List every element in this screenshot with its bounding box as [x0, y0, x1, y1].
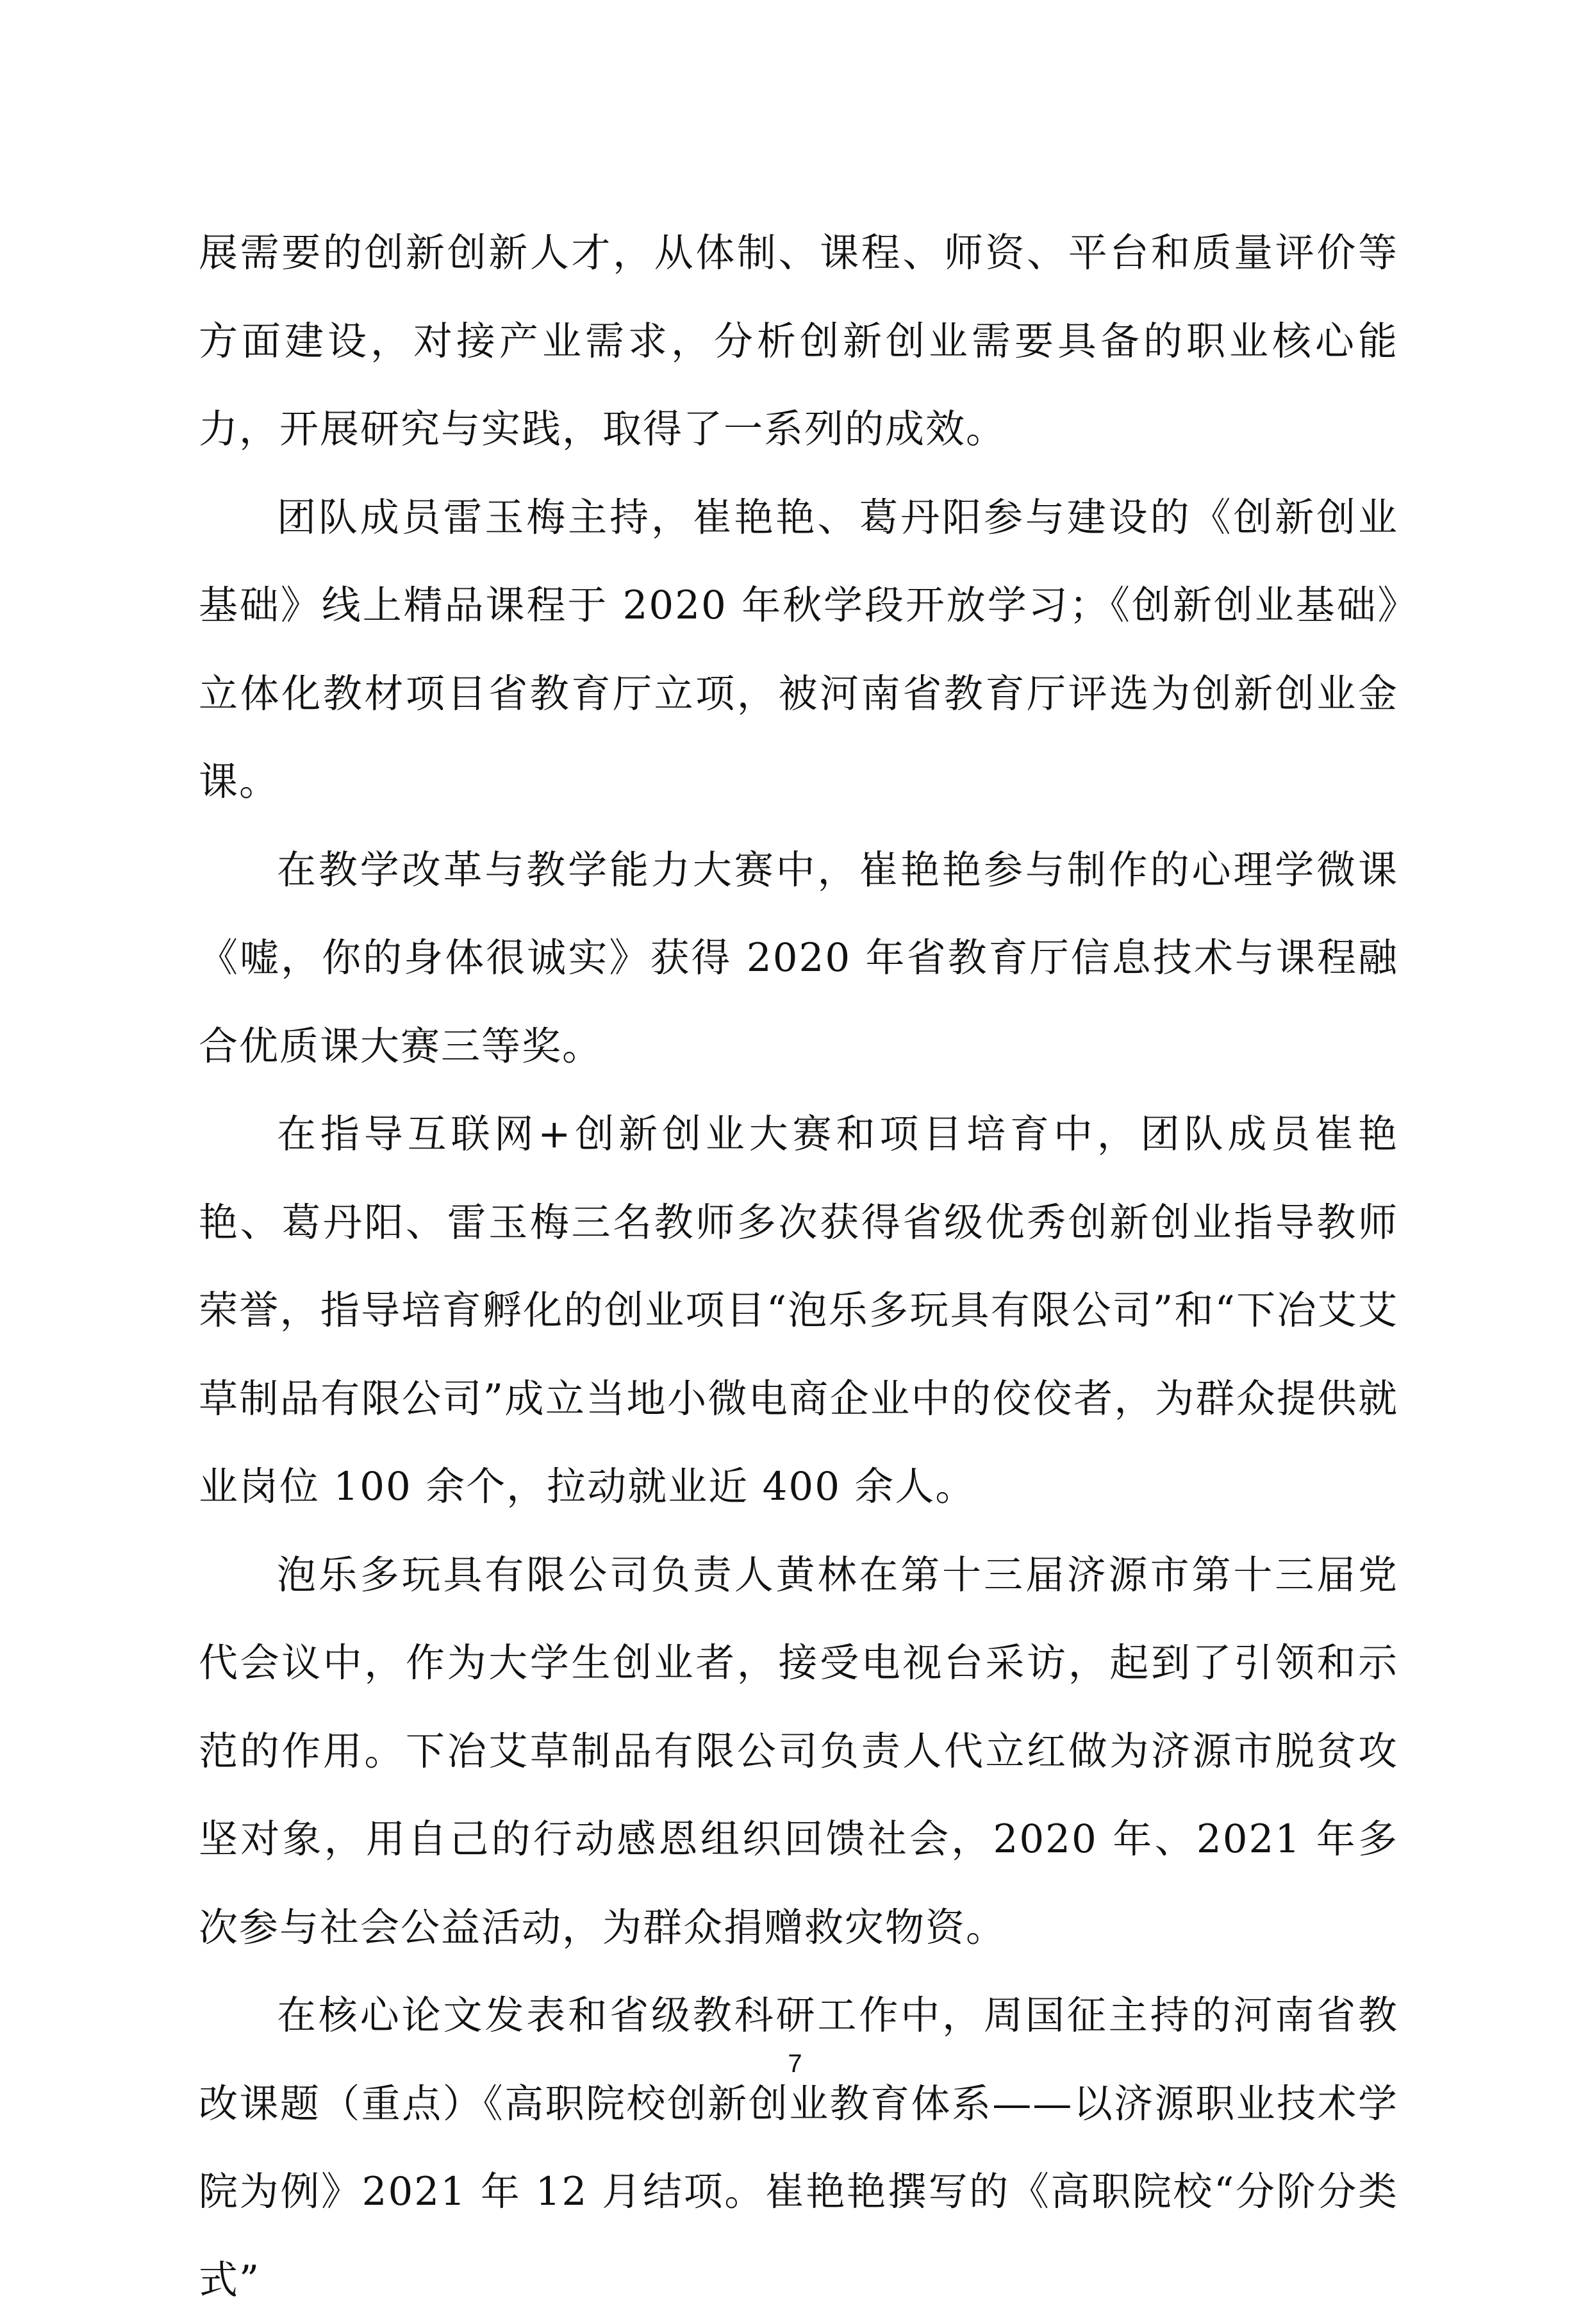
- paragraph-continuation: 展需要的创新创新人才，从体制、课程、师资、平台和质量评价等方面建设，对接产业需求，分析创新创业需要具备的职业核心能力，开展研究与实践，取得了一系列的成效。: [199, 230, 1398, 452]
- page-number: 7: [788, 2050, 802, 2078]
- paragraph-entrepreneur-impact: 泡乐多玩具有限公司负责人黄林在第十三届济源市第十三届党代会议中，作为大学生创业者，接受电视台采访，起到了引领和示范的作用。下冶艾草制品有限公司负责人代立红做为济源市脱贫攻坚对象，用自己的行动感恩组织回馈社会，2020 年、2021 年多次参与社会公益活动，为群众捐赠救灾物资。: [199, 1552, 1398, 1950]
- paragraph-teaching-competition: 在教学改革与教学能力大赛中，崔艳艳参与制作的心理学微课《嘘，你的身体很诚实》获得 2020 年省教育厅信息技术与课程融合优质课大赛三等奖。: [199, 847, 1398, 1069]
- body-text: [199, 209, 1398, 2324]
- paragraph-project-incubation: 在指导互联网+创新创业大赛和项目培育中，团队成员崔艳艳、葛丹阳、雷玉梅三名教师多次获得省级优秀创新创业指导教师荣誉，指导培育孵化的创业项目“泡乐多玩具有限公司”和“下冶艾艾草制品有限公司”成立当地小微电商企业中的佼佼者，为群众提供就业岗位 100 余个，拉动就业近 400 余人。: [199, 1111, 1398, 1509]
- paragraph-research-papers: 在核心论文发表和省级教科研工作中，周国征主持的河南省教改课题（重点）《高职院校创新创业教育体系——以济源职业技术学院为例》2021 年 12 月结项。崔艳艳撰写的《高职院校“分阶分类式”: [199, 1993, 1398, 2303]
- paragraph-course-construction: 团队成员雷玉梅主持，崔艳艳、葛丹阳参与建设的《创新创业基础》线上精品课程于 2020 年秋学段开放学习；《创新创业基础》立体化教材项目省教育厅立项，被河南省教育厅评选为创新创业金课。: [199, 494, 1398, 804]
